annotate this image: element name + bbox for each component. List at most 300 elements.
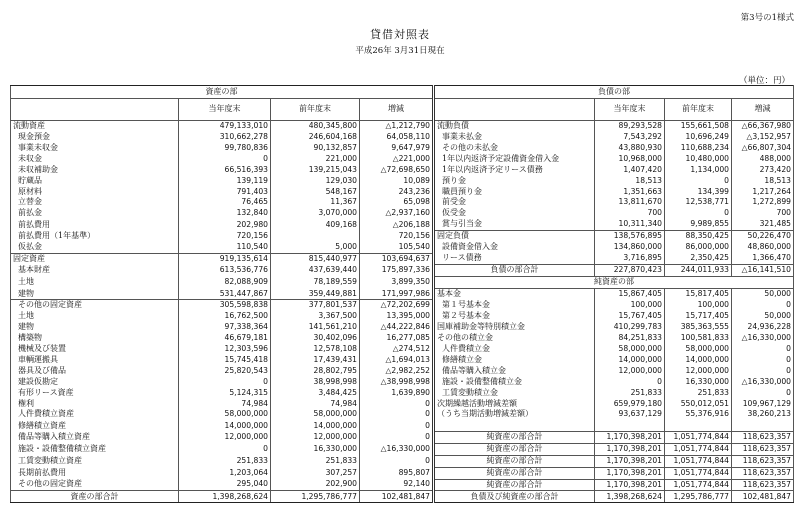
asset-change: △72,698,650 [360, 165, 434, 176]
blank-cell [732, 420, 794, 431]
liability-change: 321,485 [732, 219, 794, 230]
asset-current: 0 [179, 443, 271, 455]
grand-total-current: 1,398,268,624 [595, 491, 665, 503]
asset-current: 251,833 [179, 455, 271, 467]
asset-label: 車輌運搬具 [11, 355, 179, 366]
liability-current: 13,811,670 [595, 197, 665, 208]
liability-previous: 2,350,425 [665, 253, 732, 264]
asset-label: 有形リース資産 [11, 387, 179, 398]
asset-previous: 14,000,000 [271, 420, 360, 431]
liability-change: 48,860,000 [732, 242, 794, 253]
asset-change: 0 [360, 420, 434, 431]
asset-previous: 359,449,881 [271, 288, 360, 299]
liability-current: 10,311,340 [595, 219, 665, 230]
net-asset-change: 0 [732, 366, 794, 377]
table-row [11, 165, 794, 176]
net-asset-previous: 100,000 [665, 300, 732, 311]
net-asset-change: 38,260,213 [732, 409, 794, 420]
asset-current: 531,447,867 [179, 288, 271, 299]
net-asset-label: その他の積立金 [434, 333, 595, 344]
asset-label: その他の固定資産 [11, 479, 179, 491]
liability-label: 1年以内返済予定設備資金借入金 [434, 154, 595, 165]
table-row [11, 288, 794, 299]
table-row [11, 253, 794, 264]
net-asset-change: 24,936,228 [732, 322, 794, 333]
asset-change: △72,202,699 [360, 300, 434, 311]
asset-previous: 3,367,500 [271, 311, 360, 322]
asset-previous: 3,484,425 [271, 387, 360, 398]
net-asset-label: 施設・設備整備積立金 [434, 376, 595, 387]
asset-current: 310,662,278 [179, 132, 271, 143]
liability-change: 700 [732, 208, 794, 219]
net-asset-change: 0 [732, 344, 794, 355]
table-row [11, 197, 794, 208]
grand-total-label: 負債及び純資産の部合計 [434, 491, 595, 503]
assets-total-label: 資産の部合計 [11, 491, 179, 503]
table-row [11, 333, 794, 344]
liability-current: 3,716,895 [595, 253, 665, 264]
col-header-change: 増減 [732, 99, 794, 121]
liability-current: 89,293,528 [595, 121, 665, 132]
net-asset-label: 第１号基本金 [434, 300, 595, 311]
net-asset-current: 410,299,783 [595, 322, 665, 333]
asset-label: 未収金 [11, 154, 179, 165]
asset-change: 0 [360, 455, 434, 467]
net-asset-current: 0 [595, 376, 665, 387]
asset-change: 9,647,979 [360, 143, 434, 154]
liabilities-total-change: △16,141,510 [732, 265, 794, 277]
asset-current: 97,338,364 [179, 322, 271, 333]
asset-change: △2,937,160 [360, 208, 434, 219]
asset-change: 720,156 [360, 230, 434, 241]
assets-total-current: 1,398,268,624 [179, 491, 271, 503]
net-assets-total-label: 純資産の部合計 [434, 431, 595, 443]
net-asset-current: 12,000,000 [595, 366, 665, 377]
asset-change: 243,236 [360, 186, 434, 197]
net-asset-previous: 12,000,000 [665, 366, 732, 377]
liability-current: 134,860,000 [595, 242, 665, 253]
asset-previous: 437,639,440 [271, 265, 360, 277]
asset-previous: 129,030 [271, 175, 360, 186]
net-assets-total-previous: 1,051,774,844 [665, 467, 732, 479]
net-asset-previous: 15,817,405 [665, 288, 732, 299]
net-assets-total-previous: 1,051,774,844 [665, 431, 732, 443]
asset-previous: 548,167 [271, 186, 360, 197]
asset-label: 原材料 [11, 186, 179, 197]
asset-current: 305,598,838 [179, 300, 271, 311]
liability-current: 43,880,930 [595, 143, 665, 154]
asset-current: 74,984 [179, 398, 271, 409]
asset-label: 権利 [11, 398, 179, 409]
asset-label: 土地 [11, 311, 179, 322]
net-assets-total-previous: 1,051,774,844 [665, 455, 732, 467]
net-assets-total-previous: 1,051,774,844 [665, 479, 732, 491]
liability-previous: 86,000,000 [665, 242, 732, 253]
net-assets-total-label: 純資産の部合計 [434, 479, 595, 491]
net-asset-change: △16,330,000 [732, 333, 794, 344]
net-asset-current: 84,251,833 [595, 333, 665, 344]
liability-label: 事業未払金 [434, 132, 595, 143]
liability-label: その他の未払金 [434, 143, 595, 154]
asset-change: △16,330,000 [360, 443, 434, 455]
liability-change: 1,366,470 [732, 253, 794, 264]
net-asset-label: 備品等購入積立金 [434, 366, 595, 377]
asset-label: 流動資産 [11, 121, 179, 132]
net-asset-previous: 15,717,405 [665, 311, 732, 322]
table-row [11, 398, 794, 409]
report-date: 平成26年 3月31日現在 [355, 46, 445, 56]
asset-change: △1,212,790 [360, 121, 434, 132]
asset-change: △221,000 [360, 154, 434, 165]
asset-current: 12,000,000 [179, 431, 271, 443]
net-assets-total-change: 118,623,357 [732, 455, 794, 467]
grand-total-previous: 1,295,786,777 [665, 491, 732, 503]
asset-change: △38,998,998 [360, 376, 434, 387]
net-asset-current: 58,000,000 [595, 344, 665, 355]
asset-current: 919,135,614 [179, 253, 271, 264]
liability-current: 10,968,000 [595, 154, 665, 165]
net-asset-label: 人件費積立金 [434, 344, 595, 355]
liability-current: 1,407,420 [595, 165, 665, 176]
asset-label: 建設仮勘定 [11, 376, 179, 387]
asset-change: 13,395,000 [360, 311, 434, 322]
net-asset-previous: 16,330,000 [665, 376, 732, 387]
table-row [11, 311, 794, 322]
net-asset-current: 93,637,129 [595, 409, 665, 420]
asset-previous: 5,000 [271, 242, 360, 253]
net-asset-change: 0 [732, 300, 794, 311]
asset-label: その他の固定資産 [11, 300, 179, 311]
asset-previous: 139,215,043 [271, 165, 360, 176]
asset-previous: 17,439,431 [271, 355, 360, 366]
net-asset-change: △16,330,000 [732, 376, 794, 387]
asset-previous: 246,604,168 [271, 132, 360, 143]
col-header-previous: 前年度末 [665, 99, 732, 121]
asset-change: 895,807 [360, 467, 434, 479]
asset-previous: 307,257 [271, 467, 360, 479]
table-row [11, 208, 794, 219]
net-asset-previous: 14,000,000 [665, 355, 732, 366]
asset-current: 1,203,064 [179, 467, 271, 479]
asset-change: 3,899,350 [360, 276, 434, 288]
liability-change: 18,513 [732, 175, 794, 186]
net-asset-change: 50,000 [732, 311, 794, 322]
asset-change: △2,982,252 [360, 366, 434, 377]
net-assets-total-label: 純資産の部合計 [434, 455, 595, 467]
net-assets-total-change: 118,623,357 [732, 467, 794, 479]
asset-label: 修繕積立資産 [11, 420, 179, 431]
asset-label: 基本財産 [11, 265, 179, 277]
asset-current: 5,124,315 [179, 387, 271, 398]
net-asset-label: 国庫補助金等特別積立金 [434, 322, 595, 333]
asset-label: 土地 [11, 276, 179, 288]
liabilities-total-label: 負債の部合計 [434, 265, 595, 277]
liability-previous: 10,696,249 [665, 132, 732, 143]
asset-previous: 30,402,096 [271, 333, 360, 344]
table-row [11, 467, 794, 479]
asset-previous: 38,998,998 [271, 376, 360, 387]
liability-change: 50,226,470 [732, 230, 794, 241]
liability-previous: 0 [665, 208, 732, 219]
asset-previous: 202,900 [271, 479, 360, 491]
table-row [11, 455, 794, 467]
asset-current: 479,133,010 [179, 121, 271, 132]
asset-label: 仮払金 [11, 242, 179, 253]
asset-change: △274,512 [360, 344, 434, 355]
col-header-previous: 前年度末 [271, 99, 360, 121]
liability-label: 仮受金 [434, 208, 595, 219]
net-assets-total-label: 純資産の部合計 [434, 443, 595, 455]
asset-change: 92,140 [360, 479, 434, 491]
net-asset-current: 15,867,405 [595, 288, 665, 299]
asset-current: 132,840 [179, 208, 271, 219]
asset-current: 12,303,596 [179, 344, 271, 355]
asset-current: 720,156 [179, 230, 271, 241]
asset-label: 建物 [11, 322, 179, 333]
liability-current: 7,543,292 [595, 132, 665, 143]
net-asset-label: 第２号基本金 [434, 311, 595, 322]
net-asset-current: 251,833 [595, 387, 665, 398]
asset-change: 1,639,890 [360, 387, 434, 398]
liability-change: 273,420 [732, 165, 794, 176]
table-row [11, 322, 794, 333]
blank-cell [665, 420, 732, 431]
asset-label: 構築物 [11, 333, 179, 344]
table-row [11, 154, 794, 165]
net-assets-total-change: 118,623,357 [732, 431, 794, 443]
asset-previous: 12,000,000 [271, 431, 360, 443]
net-asset-previous: 100,581,833 [665, 333, 732, 344]
asset-previous: 480,345,800 [271, 121, 360, 132]
net-assets-total-current: 1,170,398,201 [595, 479, 665, 491]
net-assets-total-change: 118,623,357 [732, 479, 794, 491]
liability-previous: 0 [665, 175, 732, 186]
asset-label: 未収補助金 [11, 165, 179, 176]
net-asset-current: 100,000 [595, 300, 665, 311]
asset-current: 0 [179, 154, 271, 165]
liability-label: 1年以内返済予定リース債務 [434, 165, 595, 176]
asset-change: △206,188 [360, 219, 434, 230]
table-row [11, 355, 794, 366]
table-row [11, 387, 794, 398]
liability-previous: 134,399 [665, 186, 732, 197]
asset-change: △1,694,013 [360, 355, 434, 366]
asset-change: 64,058,110 [360, 132, 434, 143]
asset-previous: 90,132,857 [271, 143, 360, 154]
asset-current: 15,745,418 [179, 355, 271, 366]
net-asset-current: 15,767,405 [595, 311, 665, 322]
table-row [11, 366, 794, 377]
asset-current: 46,679,181 [179, 333, 271, 344]
table-row [11, 121, 794, 132]
asset-change: △44,222,846 [360, 322, 434, 333]
liability-previous: 88,350,425 [665, 230, 732, 241]
liability-label: 賞与引当金 [434, 219, 595, 230]
asset-change: 105,540 [360, 242, 434, 253]
asset-previous: 28,802,795 [271, 366, 360, 377]
liability-label: 流動負債 [434, 121, 595, 132]
asset-previous: 221,000 [271, 154, 360, 165]
asset-current: 66,516,393 [179, 165, 271, 176]
net-asset-label: 基本金 [434, 288, 595, 299]
asset-label: 建物 [11, 288, 179, 299]
asset-previous: 815,440,977 [271, 253, 360, 264]
net-assets-total-current: 1,170,398,201 [595, 443, 665, 455]
asset-previous: 78,189,559 [271, 276, 360, 288]
table-row [11, 420, 794, 431]
col-header-current: 当年度末 [179, 99, 271, 121]
liabilities-total-current: 227,870,423 [595, 265, 665, 277]
table-row [11, 132, 794, 143]
asset-current: 82,088,909 [179, 276, 271, 288]
asset-label: 立替金 [11, 197, 179, 208]
blank-cell [434, 99, 595, 121]
asset-label: 事業未収金 [11, 143, 179, 154]
net-asset-label: 工賃変動積立金 [434, 387, 595, 398]
net-assets-total-previous: 1,051,774,844 [665, 443, 732, 455]
col-header-change: 増減 [360, 99, 434, 121]
liability-change: △66,367,980 [732, 121, 794, 132]
asset-current: 58,000,000 [179, 409, 271, 420]
asset-current: 613,536,776 [179, 265, 271, 277]
liability-label: 設備資金借入金 [434, 242, 595, 253]
asset-current: 16,762,500 [179, 311, 271, 322]
asset-label: 前払金 [11, 208, 179, 219]
table-row [11, 300, 794, 311]
table-row [11, 242, 794, 253]
asset-previous: 251,833 [271, 455, 360, 467]
asset-previous: 3,070,000 [271, 208, 360, 219]
asset-current: 0 [179, 376, 271, 387]
net-asset-previous: 550,012,051 [665, 398, 732, 409]
asset-label: 固定資産 [11, 253, 179, 264]
net-asset-change: 109,967,129 [732, 398, 794, 409]
net-assets-total-label: 純資産の部合計 [434, 467, 595, 479]
liability-label: 預り金 [434, 175, 595, 186]
liability-current: 18,513 [595, 175, 665, 186]
liability-change: △66,807,304 [732, 143, 794, 154]
balance-sheet-table [10, 85, 794, 503]
asset-previous [271, 230, 360, 241]
liabilities-section-header: 負債の部 [434, 86, 794, 99]
net-assets-total-current: 1,170,398,201 [595, 455, 665, 467]
net-assets-total-current: 1,170,398,201 [595, 431, 665, 443]
asset-previous: 409,168 [271, 219, 360, 230]
asset-label: 施設・設備整備積立資産 [11, 443, 179, 455]
net-asset-change: 50,000 [732, 288, 794, 299]
net-asset-current: 659,979,180 [595, 398, 665, 409]
liability-previous: 12,538,771 [665, 197, 732, 208]
unit-label: （単位：円） [738, 76, 790, 86]
liability-label: 固定負債 [434, 230, 595, 241]
asset-change: 0 [360, 398, 434, 409]
liability-previous: 110,688,234 [665, 143, 732, 154]
liability-change: 1,217,264 [732, 186, 794, 197]
form-number: 第3号の1様式 [740, 13, 794, 23]
asset-label: 人件費積立資産 [11, 409, 179, 420]
asset-previous: 12,578,108 [271, 344, 360, 355]
table-row [11, 344, 794, 355]
column-header-row [11, 99, 794, 121]
table-row [11, 431, 794, 443]
liability-label: 職員預り金 [434, 186, 595, 197]
table-row [11, 409, 794, 420]
liability-label: リース債務 [434, 253, 595, 264]
assets-total-change: 102,481,847 [360, 491, 434, 503]
liability-previous: 9,989,855 [665, 219, 732, 230]
liabilities-total-previous: 244,011,933 [665, 265, 732, 277]
blank-cell [434, 420, 595, 431]
liability-current: 1,351,663 [595, 186, 665, 197]
asset-change: 0 [360, 409, 434, 420]
asset-change: 0 [360, 431, 434, 443]
net-asset-label: 次期繰越活動増減差額 [434, 398, 595, 409]
section-header-row [11, 86, 794, 99]
liability-current: 700 [595, 208, 665, 219]
asset-current: 202,980 [179, 219, 271, 230]
asset-label: 備品等購入積立資産 [11, 431, 179, 443]
net-asset-previous: 58,000,000 [665, 344, 732, 355]
table-row [11, 219, 794, 230]
asset-change: 175,897,336 [360, 265, 434, 277]
grand-total-change: 102,481,847 [732, 491, 794, 503]
col-header-current: 当年度末 [595, 99, 665, 121]
net-assets-total-change: 118,623,357 [732, 443, 794, 455]
asset-current: 295,040 [179, 479, 271, 491]
asset-label: 前払費用（1年基準） [11, 230, 179, 241]
liability-previous: 1,134,000 [665, 165, 732, 176]
asset-label: 工賃変動積立資産 [11, 455, 179, 467]
table-row [11, 479, 794, 491]
blank-cell [11, 99, 179, 121]
asset-change: 10,089 [360, 175, 434, 186]
net-asset-change: 0 [732, 387, 794, 398]
net-assets-section-header: 純資産の部 [434, 276, 794, 288]
asset-current: 110,540 [179, 242, 271, 253]
table-row [11, 376, 794, 387]
asset-label: 前払費用 [11, 219, 179, 230]
asset-current: 139,119 [179, 175, 271, 186]
blank-cell [595, 420, 665, 431]
liability-change: 1,272,899 [732, 197, 794, 208]
asset-previous: 141,561,210 [271, 322, 360, 333]
asset-change: 16,277,085 [360, 333, 434, 344]
table-row [11, 230, 794, 241]
assets-total-previous: 1,295,786,777 [271, 491, 360, 503]
asset-previous: 377,801,537 [271, 300, 360, 311]
asset-current: 25,820,543 [179, 366, 271, 377]
asset-previous: 16,330,000 [271, 443, 360, 455]
asset-change: 103,694,637 [360, 253, 434, 264]
asset-current: 76,465 [179, 197, 271, 208]
asset-previous: 74,984 [271, 398, 360, 409]
net-asset-label: 修繕積立金 [434, 355, 595, 366]
asset-label: 長期前払費用 [11, 467, 179, 479]
liability-current: 138,576,895 [595, 230, 665, 241]
assets-section-header: 資産の部 [11, 86, 434, 99]
asset-current: 99,780,836 [179, 143, 271, 154]
liability-label: 前受金 [434, 197, 595, 208]
asset-current: 14,000,000 [179, 420, 271, 431]
liability-previous: 155,661,508 [665, 121, 732, 132]
liability-change: △3,152,957 [732, 132, 794, 143]
table-row [11, 143, 794, 154]
table-row [11, 276, 794, 288]
table-row [11, 175, 794, 186]
liability-change: 488,000 [732, 154, 794, 165]
net-asset-previous: 251,833 [665, 387, 732, 398]
table-row [11, 265, 794, 277]
